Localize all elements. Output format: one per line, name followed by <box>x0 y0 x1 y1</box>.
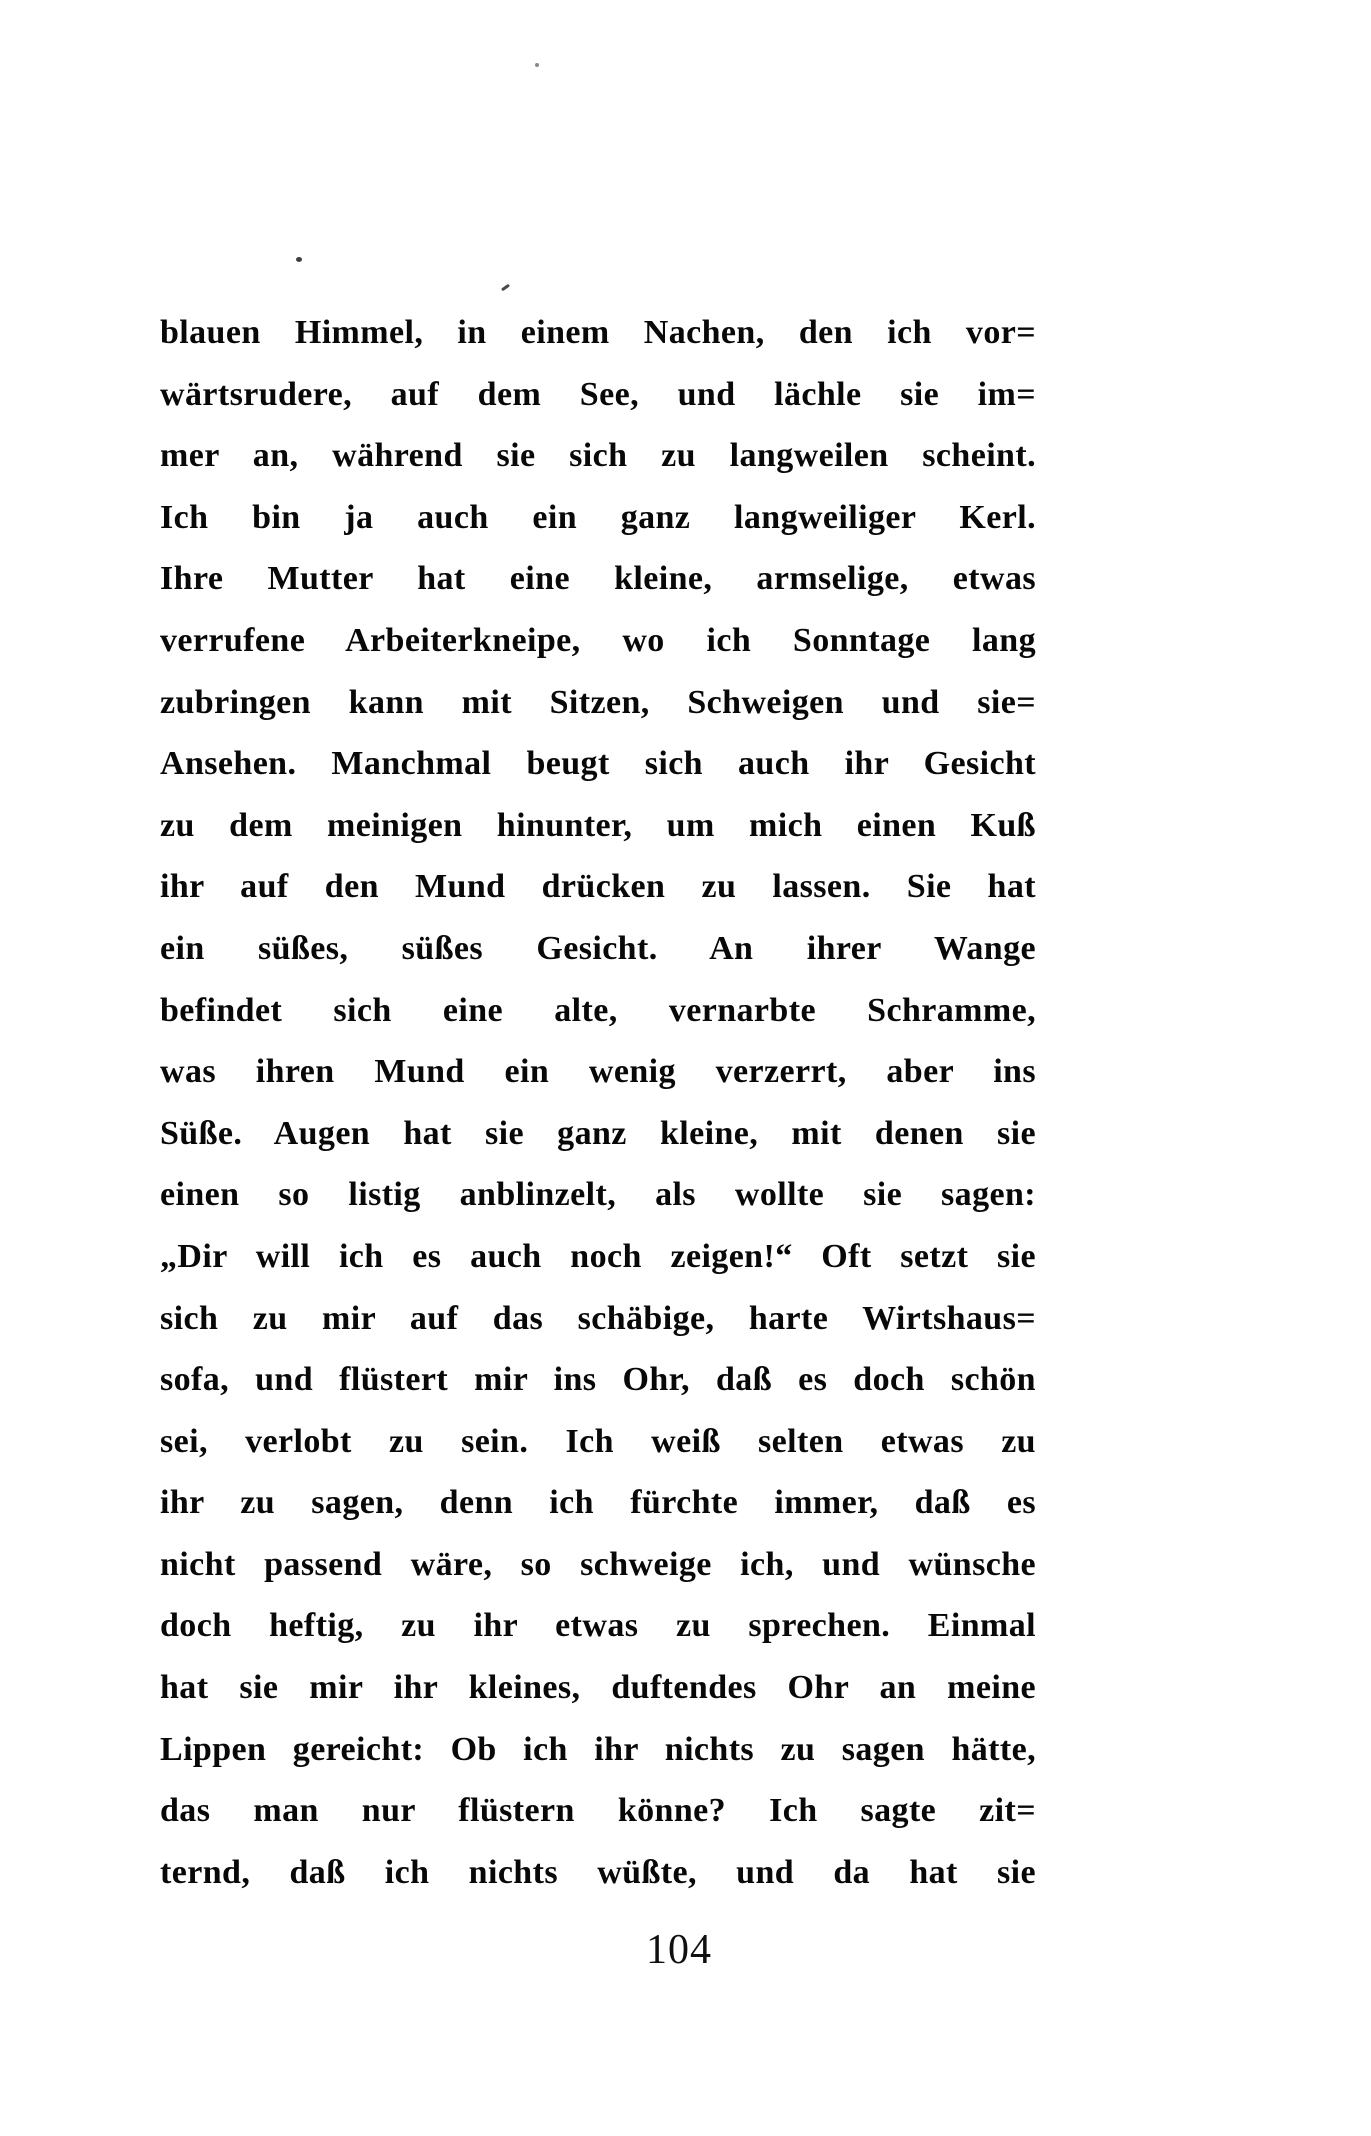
text-line: sofa, und flüstert mir ins Ohr, daß es doch schön <box>160 1361 1036 1399</box>
ink-speck <box>501 284 510 292</box>
page-number: 104 <box>646 1927 712 1973</box>
text-line: ternd, daß ich nichts wüßte, und da hat sie <box>160 1853 1036 1891</box>
text-line: nicht passend wäre, so schweige ich, und wünsche <box>160 1545 1036 1583</box>
text-line: verrufene Arbeiterkneipe, wo ich Sonntage lang <box>160 621 1036 659</box>
text-line: sei, verlobt zu sein. Ich weiß selten etwas zu <box>160 1422 1036 1460</box>
text-line: zubringen kann mit Sitzen, Schweigen und sie= <box>160 683 1036 721</box>
text-line: Ihre Mutter hat eine kleine, armselige, etwas <box>160 560 1036 598</box>
text-line: Ich bin ja auch ein ganz langweiliger Kerl. <box>160 498 1036 536</box>
text-line: ihr auf den Mund drücken zu lassen. Sie hat <box>160 868 1036 906</box>
text-line: hat sie mir ihr kleines, duftendes Ohr an meine <box>160 1669 1036 1707</box>
text-line: blauen Himmel, in einem Nachen, den ich vor= <box>160 314 1036 351</box>
text-line: ihr zu sagen, denn ich fürchte immer, daß es <box>160 1484 1036 1522</box>
text-line: Lippen gereicht: Ob ich ihr nichts zu sagen hätte, <box>160 1730 1036 1768</box>
text-line: doch heftig, zu ihr etwas zu sprechen. Einmal <box>160 1607 1036 1645</box>
text-line: Ansehen. Manchmal beugt sich auch ihr Gesicht <box>160 745 1036 783</box>
text-line: befindet sich eine alte, vernarbte Schramme, <box>160 991 1036 1029</box>
text-line: wärtsrudere, auf dem See, und lächle sie im= <box>160 375 1036 413</box>
text-line: das man nur flüstern könne? Ich sagte zit= <box>160 1792 1036 1830</box>
text-line: zu dem meinigen hinunter, um mich einen Kuß <box>160 806 1036 844</box>
text-line: was ihren Mund ein wenig verzerrt, aber ins <box>160 1053 1036 1091</box>
text-line: einen so listig anblinzelt, als wollte sie sagen: <box>160 1176 1036 1214</box>
text-line: mer an, während sie sich zu langweilen scheint. <box>160 437 1036 475</box>
text-line: sich zu mir auf das schäbige, harte Wirtshaus= <box>160 1299 1036 1337</box>
ink-speck <box>296 257 302 262</box>
text-line: „Dir will ich es auch noch zeigen!“ Oft setzt sie <box>160 1237 1036 1275</box>
text-line: Süße. Augen hat sie ganz kleine, mit denen sie <box>160 1114 1036 1152</box>
body-text-block <box>160 302 1036 1903</box>
text-line: ein süßes, süßes Gesicht. An ihrer Wange <box>160 929 1036 967</box>
ink-speck <box>535 63 539 67</box>
